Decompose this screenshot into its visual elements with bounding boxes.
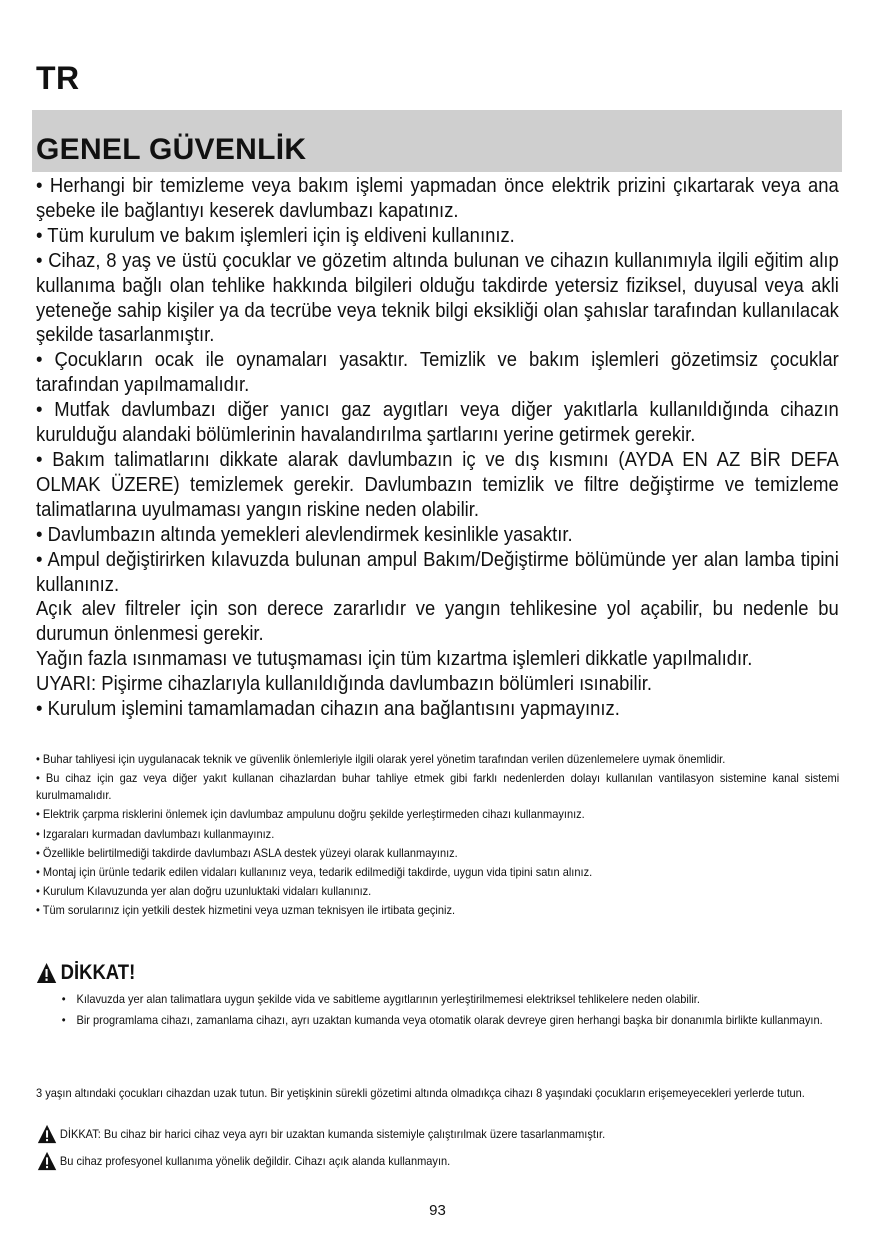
small-paragraph: • Tüm sorularınız için yetkili destek hizmetini veya uzman teknisyen ile irtibata geçiniz.	[36, 902, 456, 917]
paragraph: • Tüm kurulum ve bakım işlemleri için iş eldiveni kullanınız.	[36, 223, 515, 247]
paragraph: Açık alev filtreler için son derece zararlıdır ve yangın tehlikesine yol açabilir, bu nedenle bu durumun önlenmesi gerekir.	[36, 597, 839, 646]
paragraph: • Çocukların ocak ile oynamaları yasaktır. Temizlik ve bakım işlemleri gözetimsiz çocuklar tarafından yapılmamalıdır.	[36, 348, 839, 397]
page-number: 93	[429, 1202, 446, 1219]
section-title: GENEL GÜVENLİK	[36, 133, 307, 166]
paragraph: • Kurulum işlemini tamamlamadan cihazın ana bağlantısını yapmayınız.	[36, 697, 620, 721]
paragraph: • Ampul değiştirirken kılavuzda bulunan ampul Bakım/Değiştirme bölümünde yer alan lamba tipini kullanınız.	[36, 547, 839, 596]
warning-triangle-icon	[36, 1151, 58, 1171]
paragraph: Yağın fazla ısınmaması ve tutuşmaması için tüm kızartma işlemleri dikkatle yapılmalıdır.	[36, 647, 753, 671]
warning-line	[36, 1124, 605, 1144]
warning-line	[36, 1151, 450, 1171]
paragraph: • Davlumbazın altında yemekleri alevlendirmek kesinlikle yasaktır.	[36, 522, 573, 546]
warning-text: DİKKAT: Bu cihaz bir harici cihaz veya ayrı bir uzaktan kumanda sistemiyle çalıştırılmak üzere tasarlanmamıştır.	[59, 1126, 606, 1141]
safety-paragraphs	[36, 174, 839, 722]
warning-triangle-icon	[36, 1124, 58, 1144]
paragraph: • Mutfak davlumbazı diğer yanıcı gaz aygıtları veya diğer yakıtlarla kullanıldığında cihazın kurulduğu alandaki bölümlerinin havalandırılma şartlarını yerine getirmek gerekir.	[36, 398, 839, 447]
small-paragraph: • Bu cihaz için gaz veya diğer yakıt kullanan cihazlardan buhar tahliye etmek gibi farklı nedenlerden dolayı kullanılan vantilasyon sistemine kanal sistemi kurulmamalıdır.	[36, 771, 840, 803]
caution-title: DİKKAT!	[60, 961, 136, 984]
children-note: 3 yaşın altındaki çocukları cihazdan uzak tutun. Bir yetişkinin sürekli gözetimi altında olmadıkça cihazı 8 yaşındaki çocukların erişemeyecekleri yerlerde tutun.	[36, 1086, 805, 1100]
language-code: TR	[36, 60, 80, 96]
small-paragraph: • Elektrik çarpma risklerini önlemek için davlumbaz ampulunu doğru şekilde yerleştirmeden cihazı kullanmayınız.	[36, 807, 585, 822]
small-paragraph: • Izgaraları kurmadan davlumbazı kullanmayınız.	[36, 826, 275, 841]
caution-block	[36, 961, 839, 1034]
caution-list	[36, 991, 838, 1030]
paragraph: • Bakım talimatlarını dikkate alarak davlumbazın iç ve dış kısmını (AYDA EN AZ BİR DEFA OLMAK ÜZERE) temizlemek gerekir. Davlumbazın temizlik ve filtre değiştirme ve temizleme talimatlarına uyulmaması yangın riskine neden olabilir.	[36, 447, 839, 521]
small-paragraph: • Montaj için ürünle tedarik edilen vidaları kullanınız veya, tedarik edilmediği takdirde, uygun vida tipini satın alınız.	[36, 864, 593, 879]
warning-triangle-icon	[36, 962, 57, 984]
caution-item: • Bir programlama cihazı, zamanlama cihazı, ayrı uzaktan kumanda veya otomatik olarak devreye giren herhangi başka bir donanımla birlikte kullanmayın.	[76, 1012, 838, 1029]
paragraph: UYARI: Pişirme cihazlarıyla kullanıldığında davlumbazın bölümleri ısınabilir.	[36, 672, 652, 696]
small-paragraph: • Özellikle belirtilmediği takdirde davlumbazı ASLA destek yüzeyi olarak kullanmayınız.	[36, 845, 458, 860]
paragraph: • Herhangi bir temizleme veya bakım işlemi yapmadan önce elektrik prizini çıkartarak veya ana şebeke ile bağlantıyı keserek davlumbazı kapatınız.	[36, 174, 839, 222]
small-print-list	[36, 751, 839, 921]
warning-text: Bu cihaz profesyonel kullanıma yönelik değildir. Cihazı açık alanda kullanmayın.	[59, 1153, 451, 1168]
caution-item: • Kılavuzda yer alan talimatlara uygun şekilde vida ve sabitleme aygıtlarının yerleştirilmemesi elektriksel tehlikelere neden olabilir.	[76, 991, 838, 1008]
small-paragraph: • Buhar tahliyesi için uygulanacak teknik ve güvenlik önlemleriyle ilgili olarak yerel yönetim tarafından verilen düzenlemelere uymak önemlidir.	[36, 752, 726, 766]
small-paragraph: • Kurulum Kılavuzunda yer alan doğru uzunluktaki vidaları kullanınız.	[36, 883, 372, 898]
paragraph: • Cihaz, 8 yaş ve üstü çocuklar ve gözetim altında bulunan ve cihazın kullanımıyla ilgili eğitim alıp kullanıma bağlı olan tehlike hakkında bilgileri olduğu takdirde yetersiz fiziksel, duyusal veya akli yeteneğe sahip kişiler ya da tecrübe veya teknik bilgi eksikliği olan şahıslar tarafından kullanılacak şekilde tasarlanmıştır.	[36, 248, 839, 347]
caution-heading	[36, 961, 743, 985]
